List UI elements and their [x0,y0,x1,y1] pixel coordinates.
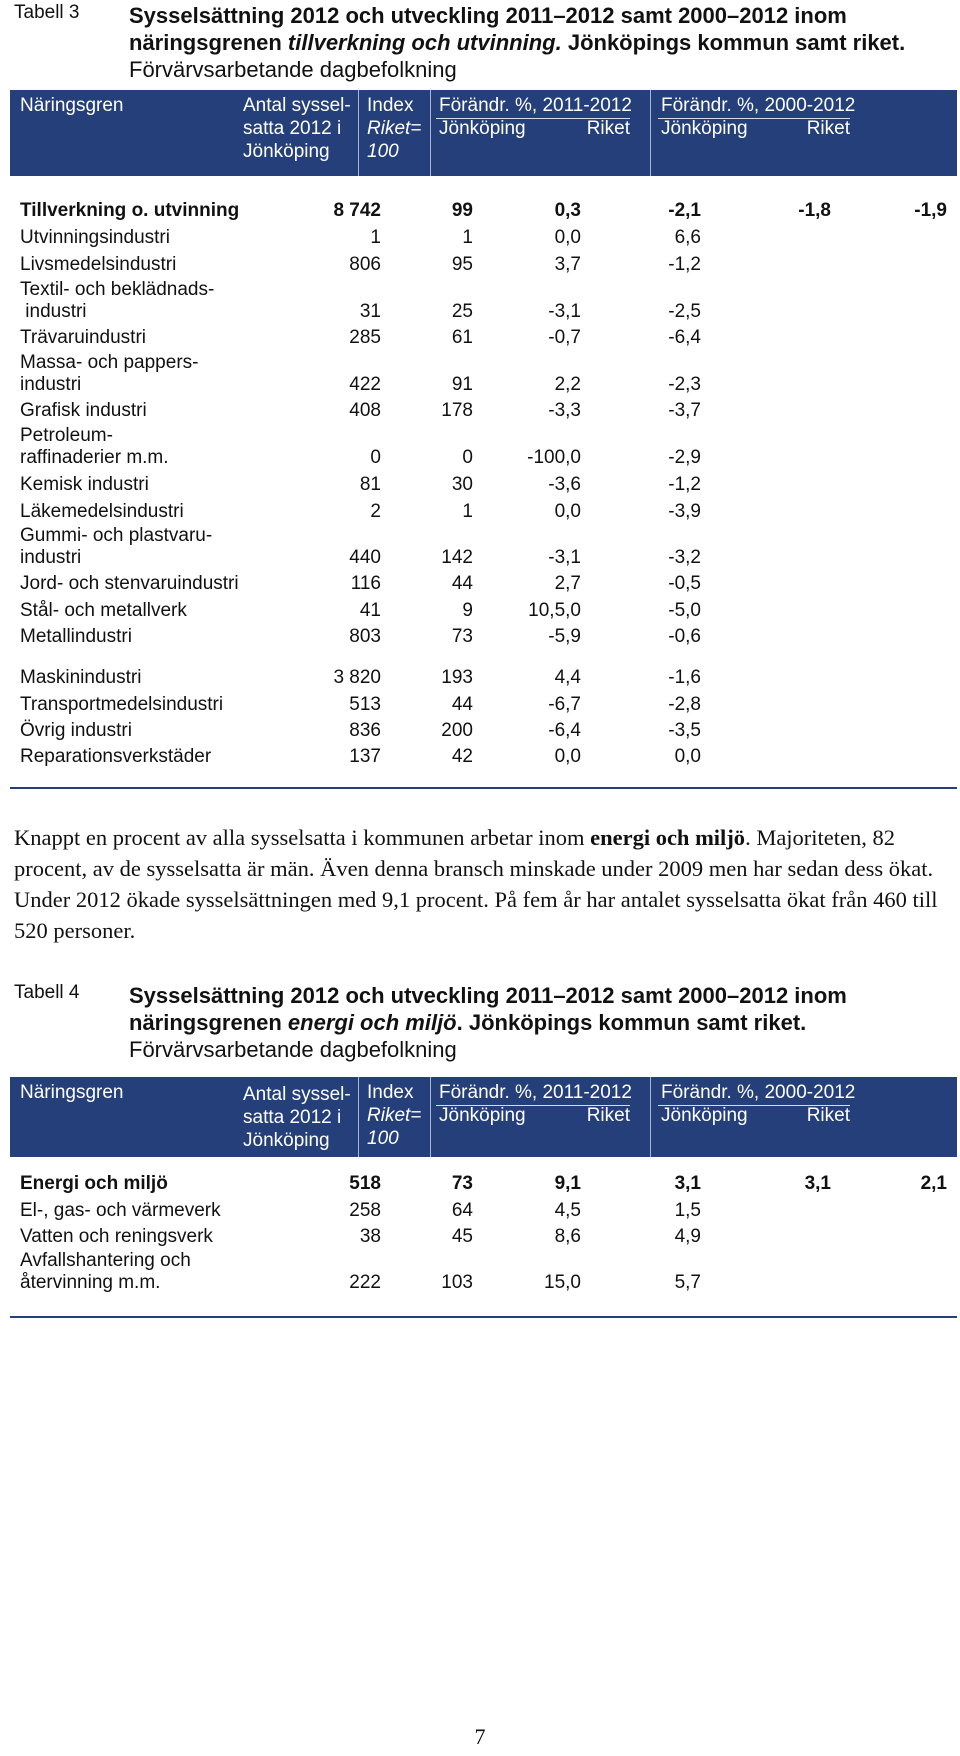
header-riket1: Riket [586,118,630,139]
table3-header [10,90,957,176]
cell-riket1: -2,9 [668,447,701,468]
cell-index: 61 [451,327,473,348]
row-label [20,501,270,523]
cell-jkp1: 3,7 [554,254,581,275]
cell-jkp1: -0,7 [548,327,581,348]
cell-antal: 806 [349,254,381,275]
header-jkp1: Jönköping [439,118,526,139]
row-label [20,1226,270,1248]
table4-title-normal: Förvärvsarbetande dagbefolkning [129,1037,457,1062]
table3-title-part2: Jönköpings kommun samt riket. [561,30,906,55]
row-label-line: Kemisk industri [20,474,149,495]
cell-index: 200 [441,720,473,741]
cell-antal: 222 [349,1272,381,1293]
cell-antal: 836 [349,720,381,741]
row-label-line: Läkemedelsindustri [20,501,184,522]
table3-bottom-rule [10,787,957,789]
row-label [20,474,270,496]
cell-antal: 440 [349,547,381,568]
table4-title [129,982,949,1063]
row-label [20,573,270,595]
cell-antal: 408 [349,400,381,421]
cell-jkp1: -3,1 [548,547,581,568]
table4-label: Tabell 4 [14,982,80,1003]
cell-jkp2: -1,8 [798,200,831,221]
row-label-line: Trävaruindustri [20,327,147,348]
cell-jkp1: 4,5 [554,1200,581,1221]
cell-riket1: -3,7 [668,400,701,421]
row-label-line: Metallindustri [20,626,132,647]
header-antal-2: satta 2012 i [243,118,342,139]
cell-index: 73 [451,1173,473,1194]
row-label [20,254,270,276]
cell-index: 44 [451,573,473,594]
row-label [20,227,270,249]
cell-riket1: -2,3 [668,374,701,395]
row-label-line: Jord- och stenvaruindustri [20,573,239,594]
cell-jkp1: 10,5,0 [528,600,581,621]
cell-index: 142 [441,547,473,568]
header-index-3: 100 [367,1128,399,1149]
cell-jkp1: 0,0 [554,746,581,767]
cell-antal: 137 [349,746,381,767]
row-label-line: Energi och miljö [20,1173,168,1194]
header-separator [430,1077,431,1157]
table4-title-part: Sysselsättning 2012 och utveckling 2011–2012 samt 2000–2012 inom näringsgrenen [129,983,847,1035]
cell-index: 95 [451,254,473,275]
row-label [20,746,270,768]
row-label-line: Transportmedelsindustri [20,694,224,715]
cell-index: 99 [451,200,473,221]
row-label [20,1173,270,1195]
cell-jkp1: 8,6 [554,1226,581,1247]
cell-antal: 518 [349,1173,381,1194]
cell-jkp1: -3,1 [548,301,581,322]
header-antal-3: Jönköping [243,1130,330,1151]
header-index-1: Index [367,95,414,116]
table3-title-part: Sysselsättning 2012 och utveckling 2011–2012 samt 2000–2012 inom näringsgrenen [129,3,847,55]
page-number: 7 [474,1724,486,1749]
header-antal-3: Jönköping [243,141,330,162]
cell-jkp1: 9,1 [554,1173,581,1194]
cell-riket2: -1,9 [914,200,947,221]
row-label [20,400,270,422]
cell-jkp1: 4,4 [554,667,581,688]
row-label [20,525,270,569]
cell-antal: 41 [359,600,381,621]
cell-antal: 1 [370,227,381,248]
cell-riket1: -6,4 [668,327,701,348]
cell-riket1: -2,5 [668,301,701,322]
row-label [20,200,270,222]
row-label [20,720,270,742]
row-label [20,327,270,349]
cell-riket2: 2,1 [920,1173,947,1194]
header-group1: Förändr. %, 2011-2012 [439,1082,632,1103]
cell-jkp1: -3,3 [548,400,581,421]
cell-riket1: 3,1 [674,1173,701,1194]
row-label-line: Övrig industri [20,720,132,741]
row-label-line: Massa- och pappers- [20,352,199,373]
header-separator [650,90,651,176]
cell-riket1: -0,6 [668,626,701,647]
cell-index: 91 [451,374,473,395]
header-index-2: Riket= [367,118,422,139]
cell-index: 178 [441,400,473,421]
header-separator [430,90,431,176]
header-antal-1: Antal syssel- [243,95,351,116]
row-label-line: Livsmedelsindustri [20,254,177,275]
header-riket1: Riket [586,1105,630,1126]
cell-jkp1: 0,0 [554,501,581,522]
cell-antal: 513 [349,694,381,715]
cell-jkp1: 15,0 [544,1272,581,1293]
header-riket2: Riket [806,118,850,139]
row-label-line: Gummi- och plastvaru- [20,525,213,546]
cell-antal: 81 [359,474,381,495]
row-label [20,694,270,716]
cell-antal: 803 [349,626,381,647]
cell-index: 9 [462,600,473,621]
cell-antal: 8 742 [333,200,381,221]
header-index-3: 100 [367,141,399,162]
row-label [20,626,270,648]
row-label-line: Petroleum- [20,425,113,446]
row-label-line: Textil- och beklädnads- [20,279,215,300]
cell-index: 0 [462,447,473,468]
cell-antal: 31 [359,301,381,322]
cell-riket1: -1,6 [668,667,701,688]
cell-index: 193 [441,667,473,688]
paragraph-part-1: Knappt en procent av alla sysselsatta i kommunen arbetar inom [14,825,591,850]
cell-riket1: -1,2 [668,254,701,275]
row-label [20,352,270,396]
table3-label: Tabell 3 [14,2,80,23]
header-riket2: Riket [806,1105,850,1126]
cell-riket1: 6,6 [674,227,701,248]
cell-riket1: -5,0 [668,600,701,621]
cell-antal: 116 [350,573,381,594]
cell-jkp1: 0,0 [554,227,581,248]
cell-riket1: 1,5 [674,1200,701,1221]
table3-title-italic: tillverkning och utvinning. [287,30,562,55]
cell-riket1: -1,2 [668,474,701,495]
cell-riket1: -2,1 [668,200,701,221]
paragraph-bold: energi och miljö [590,825,746,850]
paragraph-part-2: . Majoriteten, 82 procent, av de sysselsatta är män. Även denna bransch minskade under 2009 men har sedan dess ökat. Under 2012 ökade sysselsättningen med 9,1 procent. På fem år har antalet sysselsatta ökat från 460 till 520 personer. [14,825,938,943]
header-index-1: Index [367,1082,414,1103]
row-label [20,425,270,469]
cell-jkp1: 2,7 [554,573,581,594]
cell-jkp1: -3,6 [548,474,581,495]
body-paragraph [14,822,944,946]
cell-jkp2: 3,1 [804,1173,831,1194]
row-label-line: återvinning m.m. [20,1272,161,1293]
header-index-2: Riket= [367,1105,422,1126]
table4-title-part2: . Jönköpings kommun samt riket. [456,1010,807,1035]
cell-riket1: -3,2 [668,547,701,568]
cell-jkp1: -100,0 [527,447,581,468]
row-label-line: industri [20,547,82,568]
cell-riket1: 4,9 [674,1226,701,1247]
row-label-line: Vatten och reningsverk [20,1226,213,1247]
cell-index: 103 [441,1272,473,1293]
header-group2: Förändr. %, 2000-2012 [661,95,856,116]
cell-index: 73 [451,626,473,647]
cell-antal: 38 [359,1226,381,1247]
header-naringsgren: Näringsgren [20,1082,124,1103]
cell-index: 1 [462,227,473,248]
header-group2: Förändr. %, 2000-2012 [661,1082,856,1103]
cell-riket1: -3,5 [668,720,701,741]
header-separator [650,1077,651,1157]
cell-antal: 3 820 [333,667,381,688]
row-label-line: El-, gas- och värmeverk [20,1200,221,1221]
header-antal-2: satta 2012 i [243,1107,342,1128]
row-label-line: industri [20,301,87,322]
cell-index: 25 [451,301,473,322]
cell-index: 42 [451,746,473,767]
row-label [20,667,270,689]
cell-index: 44 [451,694,473,715]
cell-riket1: 5,7 [674,1272,701,1293]
row-label-line: Maskinindustri [20,667,142,688]
row-label-line: Grafisk industri [20,400,147,421]
table4-header [10,1077,957,1157]
row-label-line: Tillverkning o. utvinning [20,200,240,221]
row-label [20,279,270,323]
cell-index: 45 [451,1226,473,1247]
cell-jkp1: -6,4 [548,720,581,741]
cell-antal: 2 [370,501,381,522]
cell-index: 30 [451,474,473,495]
table3-title-normal: Förvärvsarbetande dagbefolkning [129,57,457,82]
table4-title-italic: energi och miljö [287,1010,457,1035]
row-label-line: Stål- och metallverk [20,600,187,621]
row-label-line: Avfallshantering och [20,1250,191,1271]
row-label-line: industri [20,374,82,395]
cell-antal: 285 [349,327,381,348]
header-jkp1: Jönköping [439,1105,526,1126]
header-jkp2: Jönköping [661,118,748,139]
table3-title [129,2,949,83]
cell-antal: 0 [370,447,381,468]
table4-bottom-rule [10,1316,957,1318]
cell-jkp1: -5,9 [548,626,581,647]
header-separator [358,1077,359,1157]
cell-jkp1: 2,2 [554,374,581,395]
cell-antal: 422 [349,374,381,395]
header-antal-1: Antal syssel- [243,1084,351,1105]
cell-antal: 258 [349,1200,381,1221]
cell-riket1: -2,8 [668,694,701,715]
header-jkp2: Jönköping [661,1105,748,1126]
cell-riket1: -3,9 [668,501,701,522]
cell-index: 1 [462,501,473,522]
header-separator [358,90,359,176]
cell-riket1: -0,5 [668,573,701,594]
row-label [20,600,270,622]
cell-jkp1: 0,3 [554,200,581,221]
row-label-line: Utvinningsindustri [20,227,170,248]
header-naringsgren: Näringsgren [20,95,124,116]
header-group1: Förändr. %, 2011-2012 [439,95,632,116]
row-label-line: raffinaderier m.m. [20,447,169,468]
cell-jkp1: -6,7 [548,694,581,715]
cell-riket1: 0,0 [674,746,701,767]
row-label [20,1250,270,1294]
cell-index: 64 [451,1200,473,1221]
row-label [20,1200,270,1222]
row-label-line: Reparationsverkstäder [20,746,212,767]
